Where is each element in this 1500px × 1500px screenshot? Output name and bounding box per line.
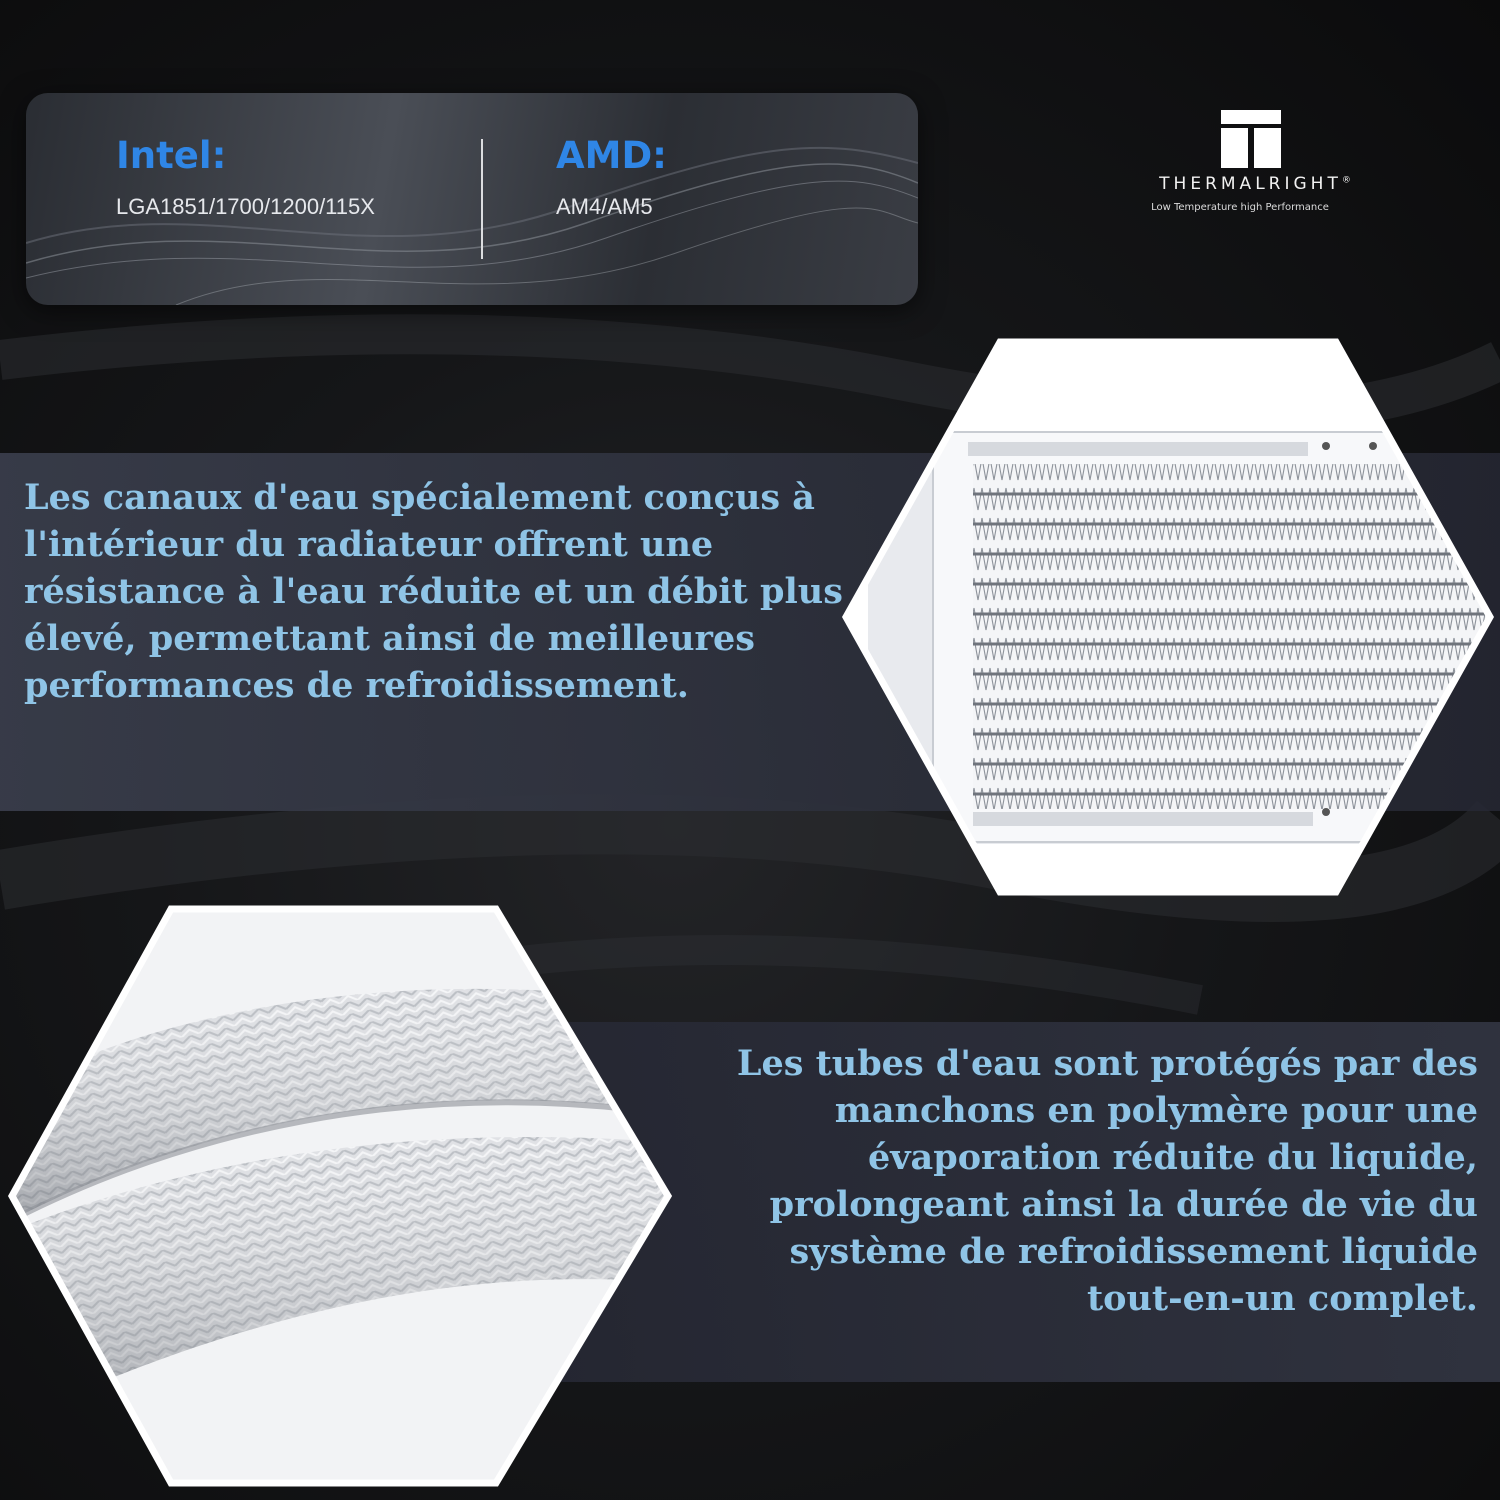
logo-wordmark: THERMALRIGHT® [1159,174,1351,194]
logo-tagline: Low Temperature high Performance [1151,202,1329,213]
intel-label: Intel: [116,134,227,177]
amd-label: AMD: [556,134,667,177]
logo-mark-icon [1100,106,1410,170]
intel-compatibility [116,135,375,220]
amd-sockets: AM4/AM5 [556,193,653,219]
braided-tubes-photo [6,903,676,1489]
panel-divider [481,139,483,259]
thermalright-logo [1100,106,1410,216]
feature-text-tubes: Les tubes d'eau sont protégés par des manchons en polymère pour une évaporation réduite du liquide, prolongeant ainsi la durée de vie du système de refroidissement liquide tout-en-un complet. [736,1043,1478,1319]
amd-compatibility [556,135,667,220]
radiator-photo [838,334,1498,900]
socket-compatibility-panel [26,93,918,305]
intel-sockets: LGA1851/1700/1200/115X [116,193,375,219]
feature-text-radiator: Les canaux d'eau spécialement conçus à l'intérieur du radiateur offrent une résistance à l'eau réduite et un débit plus élevé, permettant ainsi de meilleures performances de refroidissement. [24,477,843,706]
